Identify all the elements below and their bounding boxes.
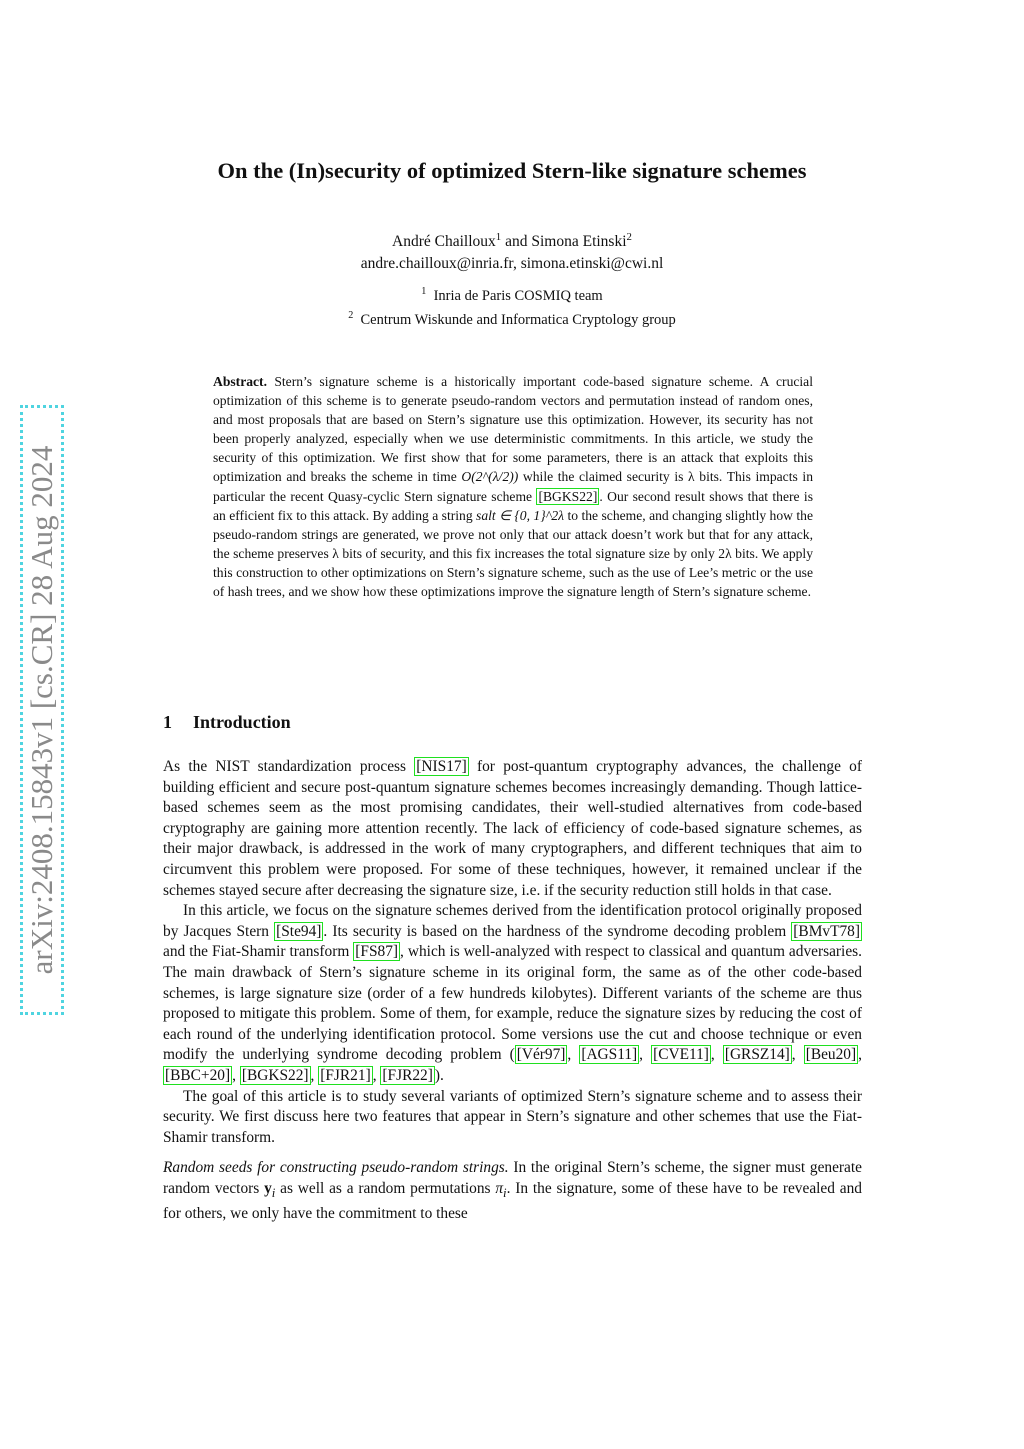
affiliation-2-mark: 2 — [348, 309, 354, 321]
affiliations — [0, 282, 1024, 330]
separator: , — [310, 1066, 319, 1084]
separator: , — [232, 1066, 240, 1084]
separator: , — [858, 1046, 862, 1064]
author-names — [0, 226, 1024, 253]
p1-text-1: As the NIST standardization process — [163, 758, 415, 775]
citation-link[interactable]: [FJR21] — [320, 1066, 371, 1084]
author-1-name: André Chailloux — [392, 233, 496, 251]
abstract-math-salt: salt ∈ {0, 1}^2λ — [476, 507, 565, 523]
citation-link[interactable]: [BBC+20] — [165, 1066, 231, 1084]
citation-link[interactable]: [GRSZ14] — [724, 1046, 790, 1064]
citation-link[interactable]: [Ste94] — [276, 922, 322, 940]
paragraph-1 — [163, 757, 862, 901]
abstract-text-2: while the claimed security is λ bits. This impacts in particular the recent Quasy-cyclic Stern signature scheme — [213, 469, 813, 504]
citation-link[interactable]: [BGKS22] — [538, 488, 598, 504]
abstract-text-3: . Our second result shows that there is an efficient fix to this attack. By adding a string — [213, 488, 813, 523]
separator: , — [791, 1046, 804, 1064]
author-block — [0, 226, 1024, 275]
affiliation-2-text: Centrum Wiskunde and Informatica Cryptology group — [360, 311, 676, 328]
math-subscript: i — [503, 1185, 507, 1200]
abstract-text-1: Stern’s signature scheme is a historically important code-based signature scheme. A crucial optimization of this scheme is to generate pseudo-random vectors and permutation instead of random ones, and most proposals that are based on Stern’s signature use this optimization. However, its security has not been properly analyzed, especially when we use deterministic commitments. In this article, we study the security of this optimization. We first show that for some parameters, there is an attack that exploits this optimization and breaks the scheme in time — [213, 374, 813, 485]
paper-title: On the (In)security of optimized Stern-like signature schemes — [217, 158, 807, 183]
affiliation-1-text: Inria de Paris COSMIQ team — [433, 287, 603, 304]
citation-link[interactable]: [FJR22] — [382, 1066, 433, 1084]
author-2-name: Simona Etinski — [531, 233, 627, 251]
abstract-math-complexity: O(2^(λ/2)) — [461, 469, 519, 485]
abstract-text-4: to the scheme, and changing slightly how the pseudo-random strings are generated, we prove not only that our attack doesn’t work but that for any attack, the scheme preserves λ bits of security, and this fix increases the total signature size by only 2λ bits. We apply this construction to other optimizations on Stern’s signature scheme, such as the use of Lee’s metric or the use of hash trees, and we show how these optimizations improve the signature length of Stern’s signature scheme. — [213, 507, 813, 600]
citation-link[interactable]: [Vér97] — [516, 1046, 566, 1064]
arxiv-identifier[interactable]: arXiv:2408.15843v1 [cs.CR] 28 Aug 2024 — [24, 445, 59, 975]
citation-link[interactable]: [Beu20] — [805, 1046, 857, 1064]
p2-text-2: . Its security is based on the hardness of the syndrome decoding problem — [323, 922, 792, 940]
math-subscript: i — [271, 1185, 276, 1200]
separator: , — [372, 1066, 381, 1084]
abstract-label: Abstract. — [213, 374, 267, 389]
p1-text-2: for post-quantum cryptography advances, the challenge of building efficient and secure post-quantum signature schemes becomes increasingly demanding. Though lattice-based schemes seem as the most promising candidates, their well-studied alternatives from code-based cryptography are gaining more attention recently. The lack of efficiency of code-based signature schemes, as their major drawback, is addressed in the work of many cryptographers, and different techniques that aim to circumvent this problem were proposed. For some of these techniques, however, it remained unclear if the schemes stayed secure after decreasing the signature size, i.e. if the security reduction still holds in that case. — [163, 758, 862, 899]
section-number: 1 — [163, 712, 172, 732]
citation-link[interactable]: [AGS11] — [581, 1046, 638, 1064]
author-2-affil-mark: 2 — [626, 231, 632, 243]
math-vector-y: y — [264, 1179, 272, 1197]
runin-heading: Random seeds for constructing pseudo-random strings. — [163, 1159, 509, 1177]
p2-text-4: , which is well-analyzed with respect to classical and quantum adversaries. The main drawback of Stern’s signature scheme in its original form, the same as of the other code-based schemes, is large signature size (order of a few hundreds kilobytes). Different variants of the scheme are thus proposed to mitigate this problem. Some of them, for example, reduce the signature sizes by reducing the cost of each round of the underlying identification protocol. Some versions use the cut and choose technique or even modify the underlying syndrome decoding problem ( — [163, 943, 862, 1064]
paragraph-2 — [163, 901, 862, 1086]
paragraph-4 — [163, 1158, 862, 1224]
abstract — [213, 372, 813, 601]
arxiv-identifier-stamp[interactable] — [20, 405, 64, 1015]
separator: , — [639, 1046, 652, 1064]
paragraph-3: The goal of this article is to study several variants of optimized Stern’s signature scheme and to assess their security. We first discuss here two features that appear in Stern’s signature and other schemes that use the Fiat-Shamir transform. — [163, 1087, 862, 1146]
citation-link[interactable]: [BGKS22] — [241, 1066, 309, 1084]
citation-link[interactable]: [BMvT78] — [793, 922, 860, 940]
body-text — [163, 757, 862, 1224]
p2-end: ). — [434, 1066, 444, 1084]
citation-link[interactable]: [FS87] — [355, 943, 399, 961]
author-1-affil-mark: 1 — [495, 231, 502, 243]
citation-link[interactable]: [NIS17] — [416, 758, 467, 775]
p4-text-2: as well as a random permutations — [275, 1179, 496, 1197]
section-heading — [163, 712, 291, 733]
separator: , — [567, 1046, 580, 1064]
affiliation-2 — [0, 306, 1024, 330]
p2-text-1: In this article, we focus on the signature schemes derived from the identification protocol originally proposed by Jacques Stern — [163, 902, 862, 940]
citation-link[interactable]: [CVE11] — [653, 1046, 709, 1064]
p2-text-3: and the Fiat-Shamir transform — [163, 943, 354, 961]
author-emails[interactable]: andre.chailloux@inria.fr, simona.etinski@cwi.nl — [360, 255, 664, 273]
p4-text-3: . In the signature, some of these have to be revealed and for others, we only have the commitment to these — [163, 1179, 862, 1222]
section-title: Introduction — [193, 712, 291, 732]
separator: , — [710, 1046, 723, 1064]
author-conjunction: and — [501, 233, 532, 251]
math-permutation-pi: π — [495, 1179, 504, 1197]
p4-text-1: In the original Stern’s scheme, the signer must generate random vectors — [163, 1159, 862, 1197]
affiliation-1-mark: 1 — [421, 286, 427, 297]
affiliation-1 — [0, 282, 1024, 306]
